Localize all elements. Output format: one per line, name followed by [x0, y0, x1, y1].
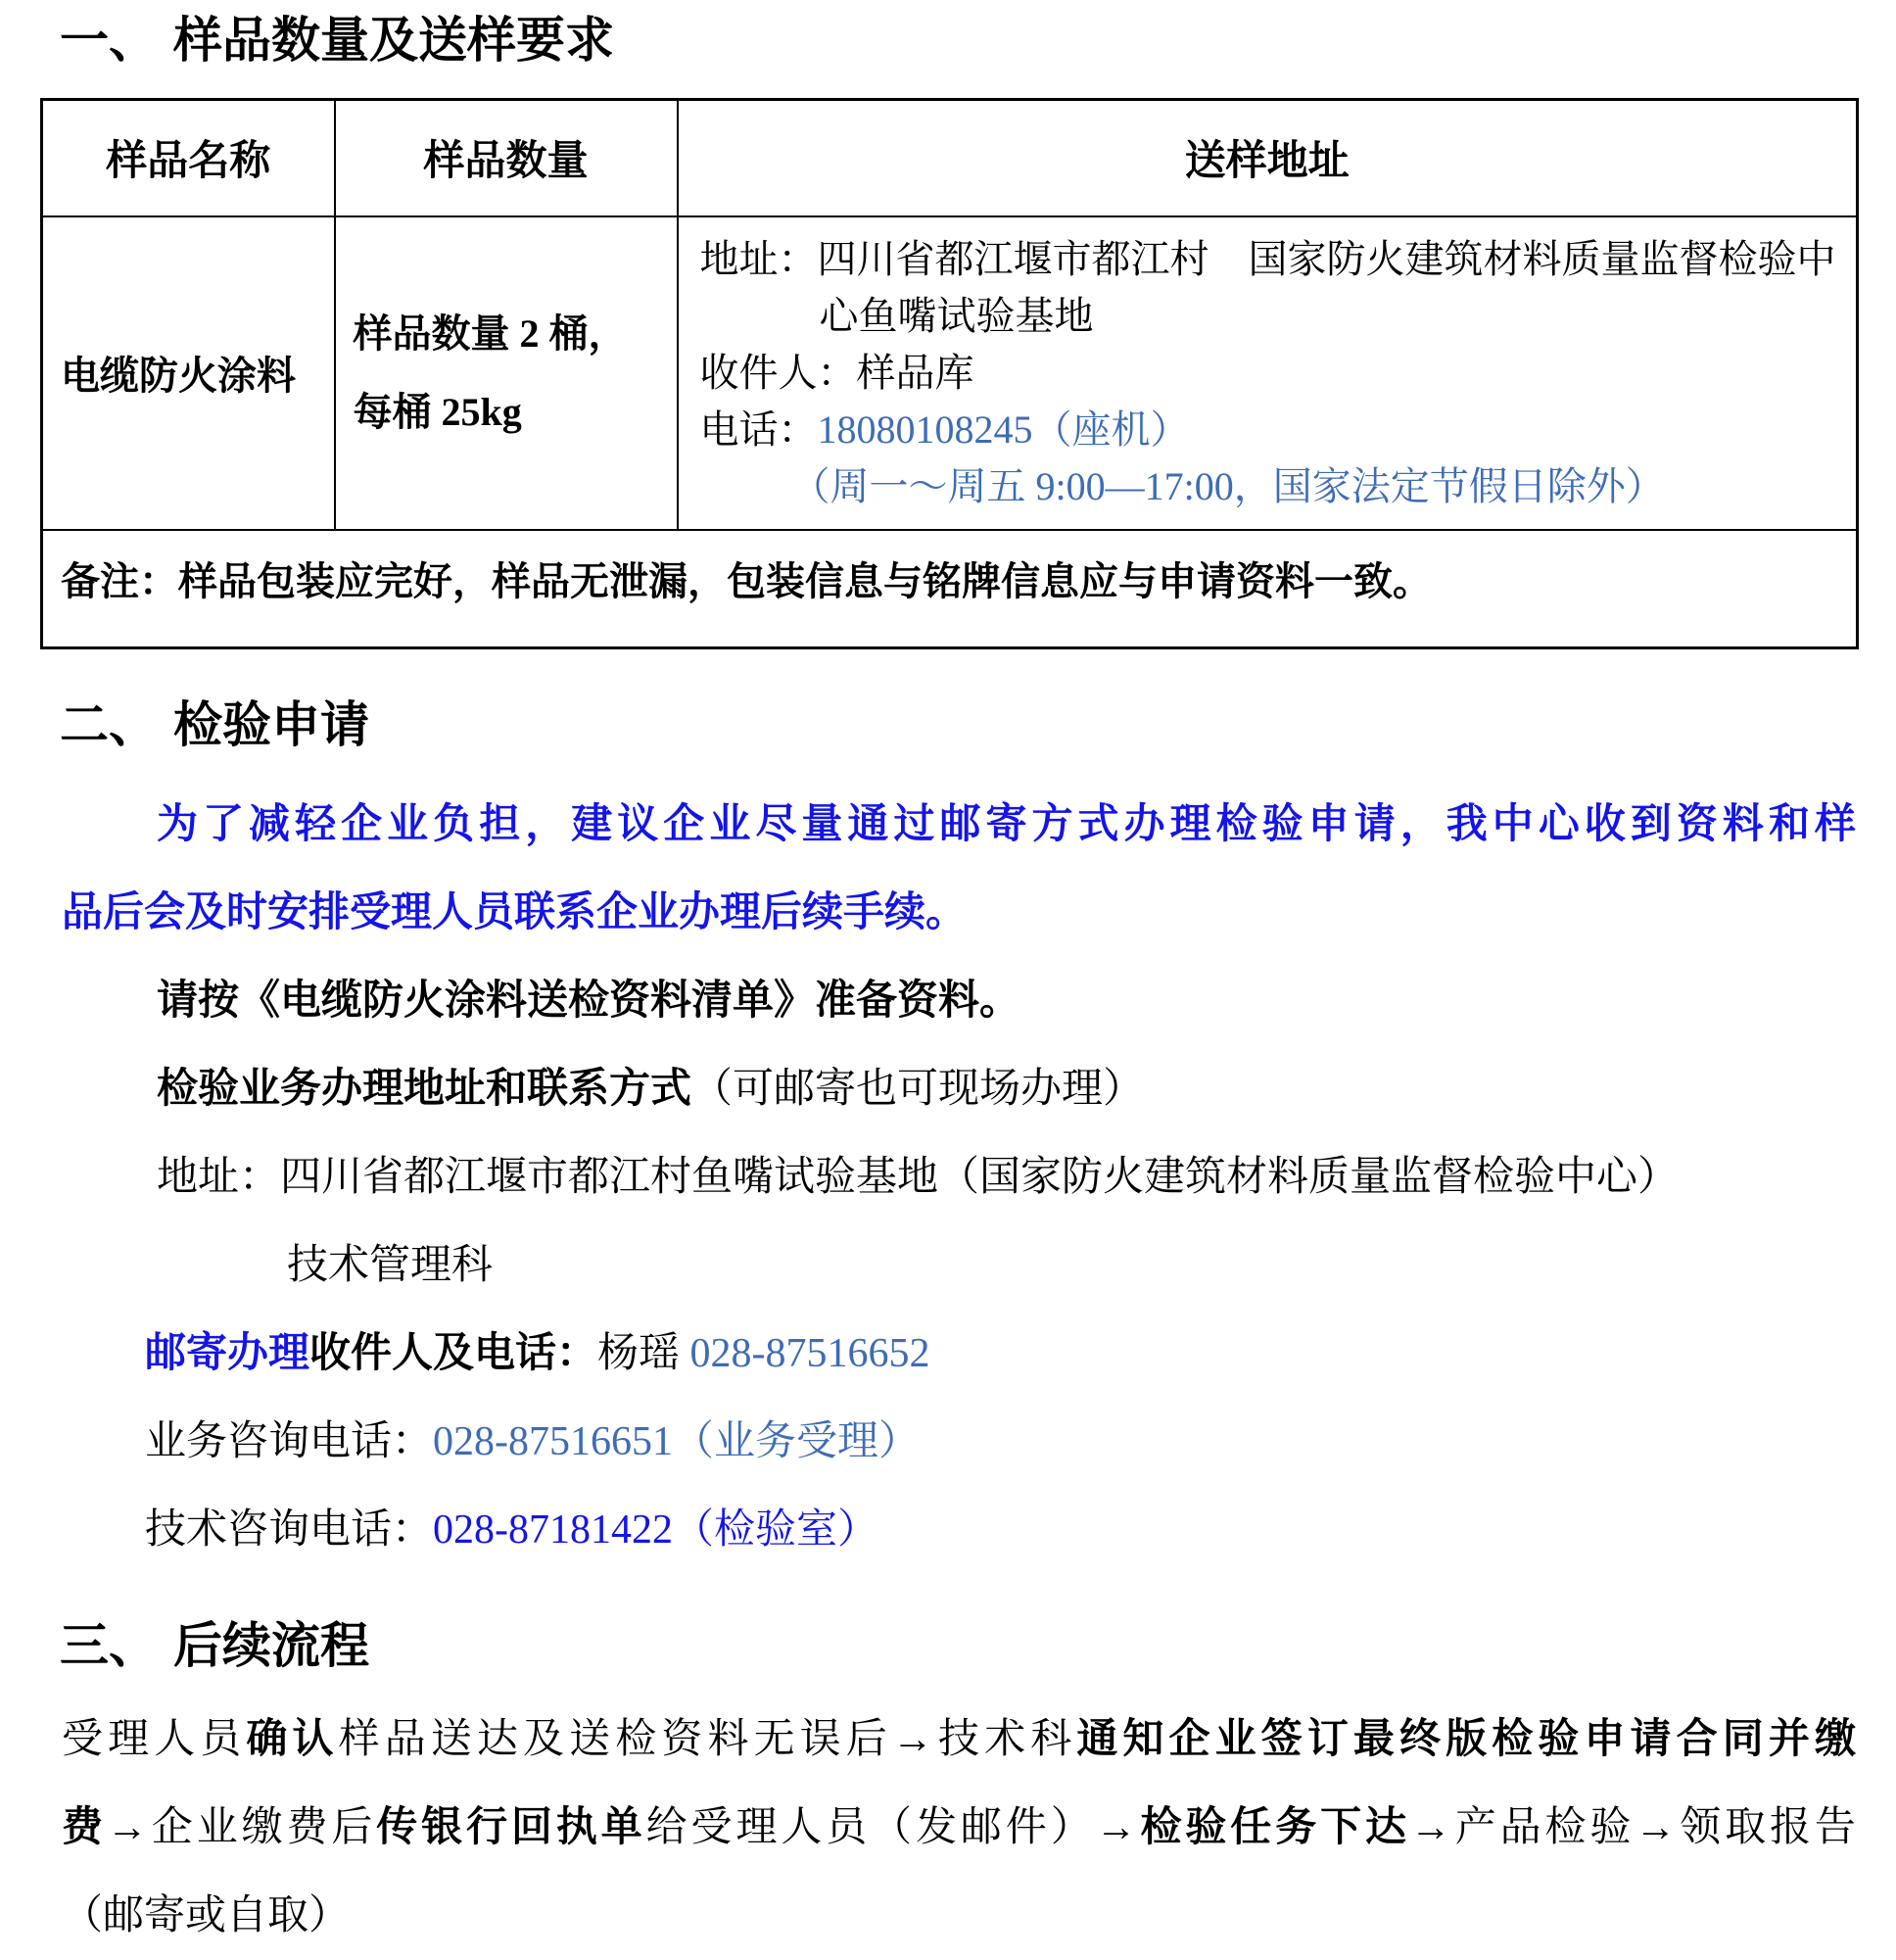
flow-line	[62, 1696, 1856, 1784]
address-line-1: 地址：四川省都江堰市都江村 国家防火建筑材料质量监督检验中	[699, 236, 1836, 281]
business-phone-number: 028-87516651（业务受理）	[433, 1419, 921, 1464]
process-flow-paragraph	[62, 1696, 1856, 1960]
mail-phone-number: 028-87516652	[689, 1331, 930, 1376]
mail-contact-line	[62, 1310, 1856, 1398]
flow-line	[62, 1872, 1856, 1960]
qty-line-2: 每桶 25kg	[353, 389, 522, 434]
section1-heading	[60, 8, 1856, 72]
phone-hours: （周一～周五 9:00—17:00，国家法定节假日除外）	[790, 463, 1665, 508]
cell-delivery-address	[678, 216, 1858, 530]
flow-segment: 确认	[246, 1717, 339, 1762]
col-header-sample-name: 样品名称	[42, 100, 335, 216]
section1-number: 一、	[60, 13, 158, 68]
recipient-line: 收件人：样品库	[699, 350, 974, 395]
phone-line	[700, 402, 1837, 458]
mail-recipient-label: 收件人及电话：	[309, 1331, 598, 1376]
business-phone-label: 业务咨询电话：	[145, 1419, 434, 1464]
prepare-line: 请按《电缆防火涂料送检资料清单》准备资料。	[157, 979, 1021, 1024]
cell-sample-qty	[335, 216, 678, 530]
flow-segment: →企业缴费后	[106, 1805, 377, 1850]
section3-body	[62, 1696, 1856, 1960]
table-header-row	[42, 100, 1858, 216]
section3-number: 三、	[60, 1618, 158, 1673]
advice-line-1: 为了减轻企业负担，建议企业尽量通过邮寄方式办理检验申请，我中心收到资料和样	[157, 802, 1856, 847]
section1-title: 样品数量及送样要求	[173, 13, 614, 68]
contact-heading-bold: 检验业务办理地址和联系方式	[157, 1067, 692, 1112]
phone-number: 18080108245（座机）	[817, 406, 1190, 452]
flow-segment: 费	[62, 1805, 107, 1850]
phone-label: 电话：	[699, 406, 818, 452]
tech-phone-number: 028-87181422（检验室）	[433, 1507, 879, 1553]
office-address-line: 地址：四川省都江堰市都江村鱼嘴试验基地（国家防火建筑材料质量监督检验中心）	[157, 1155, 1680, 1200]
note-text: 备注：样品包装应完好，样品无泄漏，包装信息与铭牌信息应与申请资料一致。	[42, 530, 1858, 648]
col-header-delivery-address: 送样地址	[678, 100, 1858, 216]
business-phone-line	[62, 1398, 1856, 1486]
contact-heading-paren: （可邮寄也可现场办理）	[691, 1067, 1145, 1112]
section3-title: 后续流程	[173, 1618, 369, 1673]
address-line-2: 心鱼嘴试验基地	[819, 293, 1094, 338]
qty-line-1: 样品数量 2 桶，	[353, 311, 628, 356]
flow-segment: →产品检验→领取报告	[1409, 1805, 1856, 1850]
flow-segment: 通知企业签订最终版检验申请合同并缴	[1076, 1717, 1856, 1762]
section2-title: 检验申请	[173, 697, 369, 752]
mail-method-label: 邮寄办理	[145, 1331, 310, 1376]
flow-segment: 传银行回执单	[376, 1805, 646, 1850]
contact-heading-line	[62, 1045, 1856, 1133]
flow-segment: 受理人员	[62, 1717, 247, 1762]
section2-heading	[60, 693, 1856, 757]
section2-body	[62, 781, 1856, 1574]
flow-segment: （邮寄或自取）	[62, 1893, 351, 1938]
advice-line-2: 品后会及时安排受理人员联系企业办理后续手续。	[62, 890, 968, 935]
flow-segment: 给受理人员（发邮件）→	[645, 1805, 1137, 1850]
section3-heading	[60, 1613, 1856, 1678]
office-address-line-2: 技术管理科	[287, 1243, 494, 1288]
cell-sample-name: 电缆防火涂料	[42, 216, 335, 530]
tech-phone-line	[62, 1486, 1856, 1574]
col-header-sample-qty: 样品数量	[335, 100, 678, 216]
flow-segment: 样品送达及送检资料无误后→技术科	[338, 1717, 1077, 1762]
section2-number: 二、	[60, 697, 158, 752]
tech-phone-label: 技术咨询电话：	[145, 1507, 434, 1553]
mail-recipient-name: 杨瑶	[597, 1331, 690, 1376]
sample-requirements-table	[40, 98, 1859, 649]
table-row	[42, 216, 1858, 530]
table-note-row	[42, 530, 1858, 648]
flow-line	[62, 1784, 1856, 1872]
flow-segment: 检验任务下达	[1136, 1805, 1410, 1850]
